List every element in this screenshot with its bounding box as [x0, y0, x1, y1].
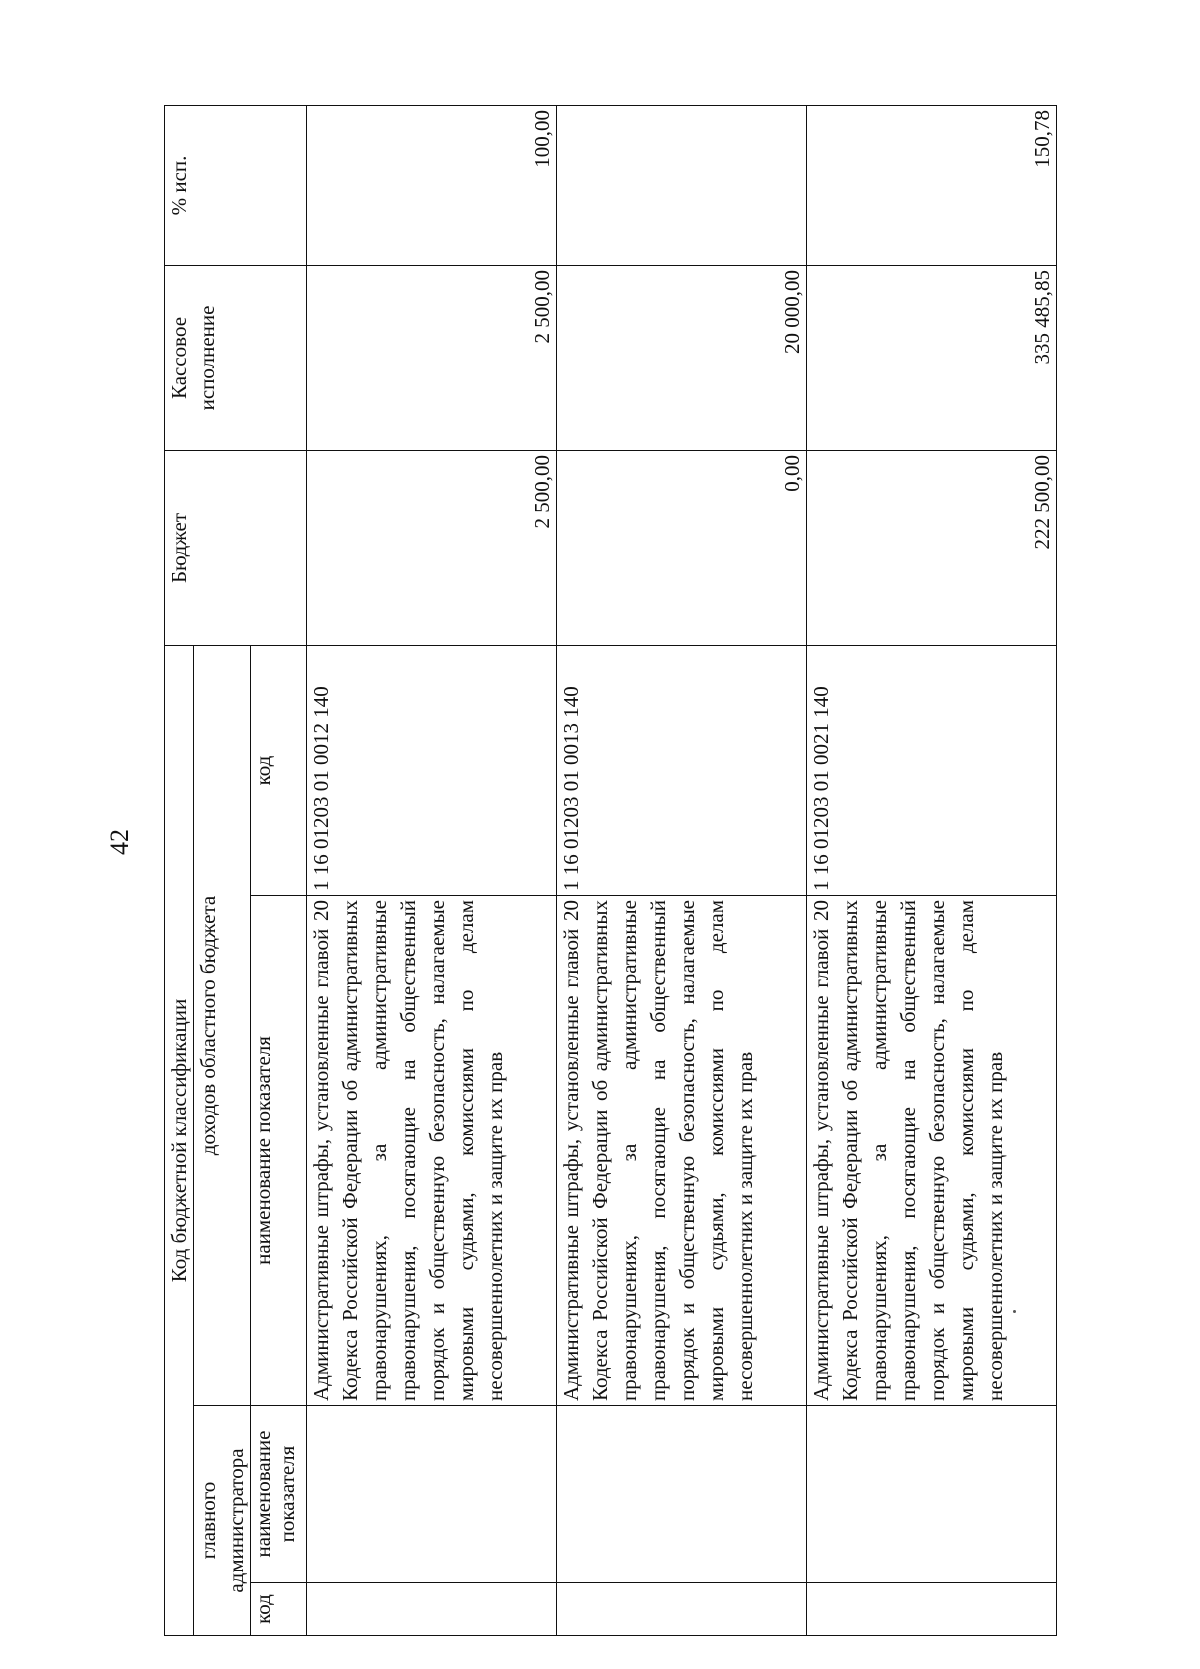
header-income-indicator-name: наименование показателя: [251, 896, 307, 1406]
table-row: [307, 105, 557, 1635]
table-row: [807, 105, 1057, 1635]
indicator-name-cell: Административные штрафы, установленные главой 20 Кодекса Российской Федерации об административных правонарушениях, за административные правонарушения, посягающие на общественный порядок и общественную безопасность, налагаемые мировыми судьями, комиссиями по делам несовершеннолетних и защите их прав: [307, 896, 557, 1406]
cash-execution-cell: 335 485,85: [807, 265, 1057, 450]
admin-code-cell: [807, 1583, 1057, 1636]
percent-cell: 150,78: [807, 105, 1057, 265]
header-main-administrator: главного администратора: [194, 1406, 251, 1636]
admin-name-cell: [807, 1406, 1057, 1583]
budget-classification-table: [164, 105, 1057, 1636]
percent-cell: [557, 105, 807, 265]
header-regional-budget-income: доходов областного бюджета: [194, 645, 251, 1405]
header-cash-execution: Кассовое исполнение: [165, 265, 307, 450]
header-admin-code: код: [251, 1583, 307, 1636]
budget-cell: 222 500,00: [807, 450, 1057, 645]
percent-cell: 100,00: [307, 105, 557, 265]
header-classification-code: Код бюджетной классификации: [165, 645, 194, 1635]
cash-execution-cell: 2 500,00: [307, 265, 557, 450]
admin-name-cell: [307, 1406, 557, 1583]
header-admin-indicator-name: наименование показателя: [251, 1406, 307, 1583]
budget-cell: 0,00: [557, 450, 807, 645]
admin-code-cell: [307, 1583, 557, 1636]
budget-cell: 2 500,00: [307, 450, 557, 645]
income-code-cell: 1 16 01203 01 0012 140: [307, 645, 557, 895]
header-income-code: код: [251, 645, 307, 895]
indicator-name-cell: Административные штрафы, установленные главой 20 Кодекса Российской Федерации об административных правонарушениях, за административные правонарушения, посягающие на общественный порядок и общественную безопасность, налагаемые мировыми судьями, комиссиями по делам несовершеннолетних и защите их прав: [807, 896, 1057, 1406]
income-code-cell: 1 16 01203 01 0021 140: [807, 645, 1057, 895]
income-code-cell: 1 16 01203 01 0013 140: [557, 645, 807, 895]
header-budget: Бюджет: [165, 450, 307, 645]
admin-name-cell: [557, 1406, 807, 1583]
admin-code-cell: [557, 1583, 807, 1636]
scan-speck: [1013, 1310, 1016, 1313]
header-percent-execution: % исп.: [165, 105, 307, 265]
page-number: 42: [105, 829, 134, 855]
indicator-name-cell: Административные штрафы, установленные главой 20 Кодекса Российской Федерации об административных правонарушениях, за административные правонарушения, посягающие на общественный порядок и общественную безопасность, налагаемые мировыми судьями, комиссиями по делам несовершеннолетних и защите их прав: [557, 896, 807, 1406]
table-row: [557, 105, 807, 1635]
cash-execution-cell: 20 000,00: [557, 265, 807, 450]
budget-table-container: [164, 106, 1054, 1636]
